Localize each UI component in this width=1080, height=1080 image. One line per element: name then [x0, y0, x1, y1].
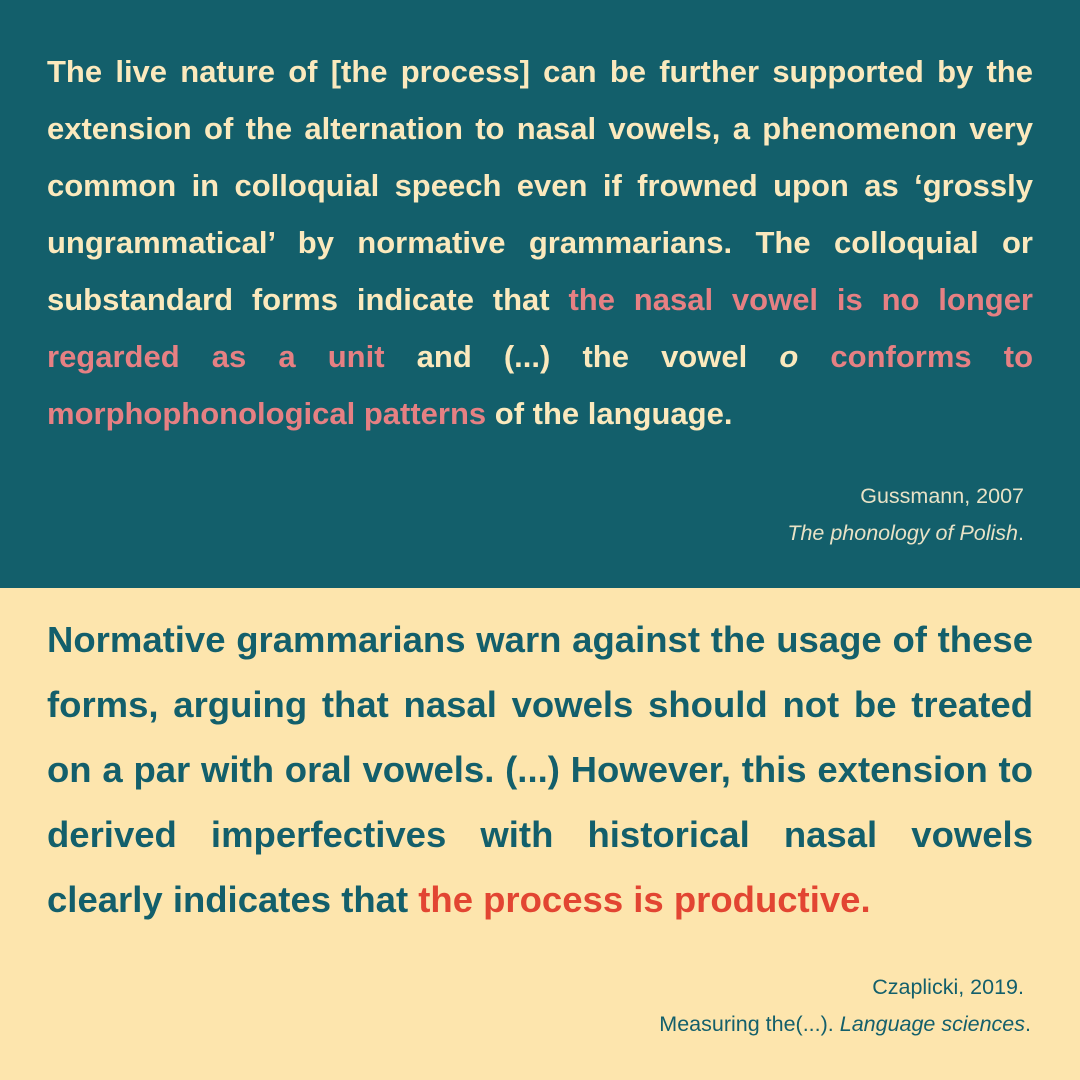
citation-title: Measuring the(...). [659, 1012, 840, 1036]
citation-author-year: Gussmann, 2007 [860, 484, 1024, 508]
quote-italic-vowel: o [779, 339, 799, 374]
quote-text: The live nature of [the process] can be further supported by the extension of the alternation to nasal vowels, a phenomenon very common in colloquial speech even if frowned upon as ‘grossly ungrammatical’ by normative grammarians. The colloquial or substandard forms indicate that [47, 54, 1033, 317]
citation-punctuation: . [1018, 521, 1024, 545]
gussmann-quote [47, 43, 1033, 442]
czaplicki-citation [659, 969, 1031, 1043]
quote-highlight: conforms to morphophonological patterns [47, 339, 1034, 431]
quote-text: of the language. [486, 396, 733, 431]
quote-highlight: the process is productive. [418, 879, 871, 920]
citation-punctuation: . [1025, 1012, 1031, 1036]
quote-text [798, 339, 830, 374]
citation-journal: Language sciences [839, 1012, 1026, 1036]
citation-title-line [787, 515, 1024, 552]
quote-text: and (...) the vowel [384, 339, 780, 374]
citation-title: The phonology of Polish [787, 521, 1019, 545]
quote-highlight: the nasal vowel is no longer regarded as a unit [47, 282, 1034, 374]
quote-text: Normative grammarians warn against the usage of these forms, arguing that nasal vowels should not be treated on a par with oral vowels. (...) However, this extension to derived imperfectives with historical nasal vowels clearly indicates that [47, 619, 1033, 920]
citation-source-line [659, 1006, 1031, 1043]
citation-author-year: Czaplicki, 2019. [872, 975, 1024, 999]
czaplicki-quote [47, 607, 1033, 932]
gussmann-citation [787, 478, 1024, 552]
